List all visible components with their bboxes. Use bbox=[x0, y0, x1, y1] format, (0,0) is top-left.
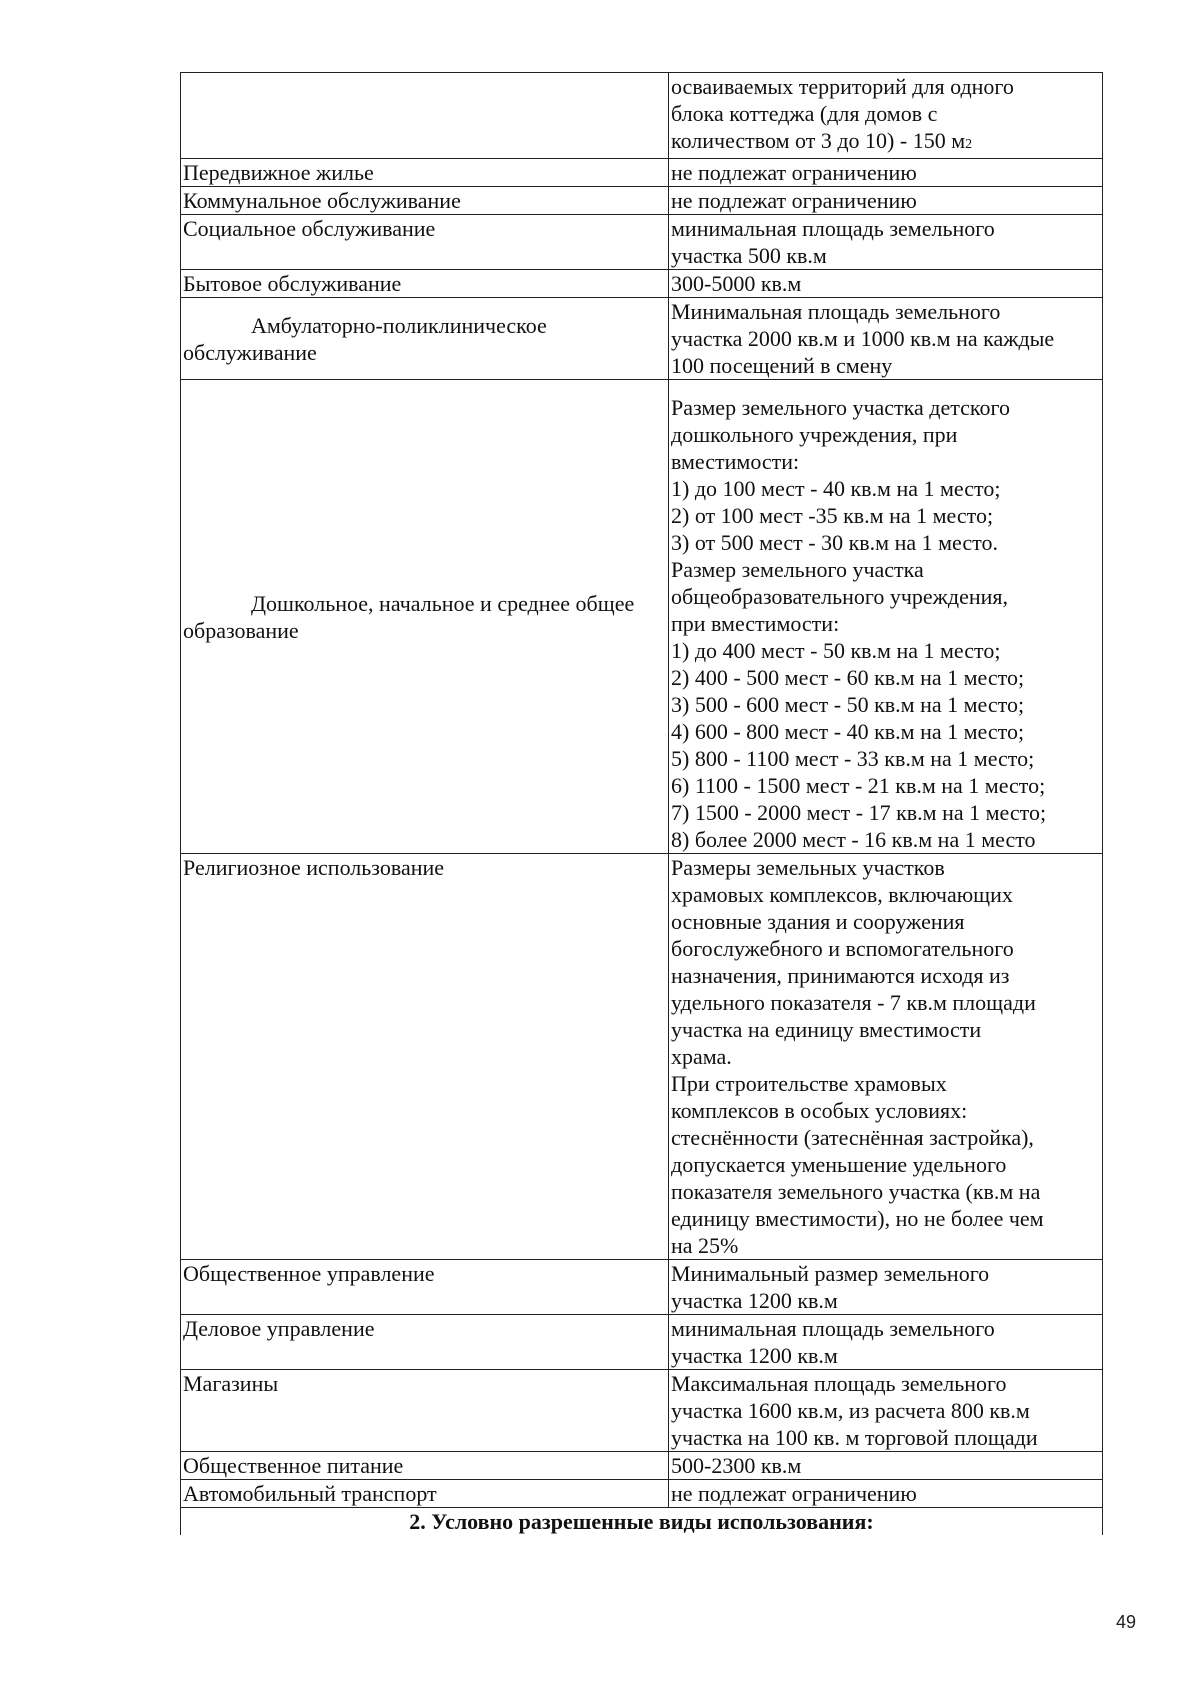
use-type-label: Бытовое обслуживание bbox=[183, 271, 402, 296]
norm-line: храмовых комплексов, включающих bbox=[671, 882, 1013, 907]
use-type-cell bbox=[181, 187, 669, 215]
use-type-cell bbox=[181, 1370, 669, 1452]
norm-line: 7) 1500 - 2000 мест - 17 кв.м на 1 место; bbox=[671, 800, 1047, 825]
norm-cell bbox=[669, 270, 1103, 298]
norm-line: 5) 800 - 1100 мест - 33 кв.м на 1 место; bbox=[671, 746, 1035, 771]
norm-line: 500-2300 кв.м bbox=[671, 1453, 802, 1478]
use-type-cell bbox=[181, 1452, 669, 1480]
table-row bbox=[181, 187, 1103, 215]
norm-line: Максимальная площадь земельного bbox=[671, 1371, 1007, 1396]
norm-line: участка 1200 кв.м bbox=[671, 1288, 838, 1313]
use-type-cell bbox=[181, 159, 669, 187]
use-type-label: Автомобильный транспорт bbox=[183, 1481, 437, 1506]
norm-cell bbox=[669, 159, 1103, 187]
norm-line: храма. bbox=[671, 1044, 732, 1069]
table-row bbox=[181, 270, 1103, 298]
table-row bbox=[181, 854, 1103, 1260]
norm-cell bbox=[669, 1315, 1103, 1370]
table-row bbox=[181, 1260, 1103, 1315]
norm-cell bbox=[669, 1260, 1103, 1315]
norm-line: не подлежат ограничению bbox=[671, 188, 917, 213]
norm-cell bbox=[669, 73, 1103, 159]
use-type-label: Общественное управление bbox=[183, 1261, 435, 1286]
use-type-label: Деловое управление bbox=[183, 1316, 375, 1341]
norm-line: участка 2000 кв.м и 1000 кв.м на каждые bbox=[671, 326, 1055, 351]
norm-line: 3) 500 - 600 мест - 50 кв.м на 1 место; bbox=[671, 692, 1025, 717]
norm-line: минимальная площадь земельного bbox=[671, 216, 995, 241]
norm-line: минимальная площадь земельного bbox=[671, 1316, 995, 1341]
norm-line: назначения, принимаются исходя из bbox=[671, 963, 1010, 988]
use-type-label: Дошкольное, начальное и среднее общее образование bbox=[183, 590, 635, 643]
use-type-label: Коммунальное обслуживание bbox=[183, 188, 461, 213]
land-use-table bbox=[180, 72, 1103, 1535]
norm-line: 2) 400 - 500 мест - 60 кв.м на 1 место; bbox=[671, 665, 1025, 690]
norm-line: не подлежат ограничению bbox=[671, 1481, 917, 1506]
table-row bbox=[181, 1480, 1103, 1508]
unit-superscript: 2 bbox=[965, 137, 973, 152]
norm-line: при вместимости: bbox=[671, 611, 840, 636]
norm-line: 4) 600 - 800 мест - 40 кв.м на 1 место; bbox=[671, 719, 1025, 744]
norm-line: участка 500 кв.м bbox=[671, 243, 827, 268]
norm-cell bbox=[669, 1480, 1103, 1508]
table-row bbox=[181, 1370, 1103, 1452]
norm-line: 6) 1100 - 1500 мест - 21 кв.м на 1 место; bbox=[671, 773, 1046, 798]
norm-line: удельного показателя - 7 кв.м площади bbox=[671, 990, 1036, 1015]
norm-line-with-suffix bbox=[671, 127, 1100, 158]
norm-line: 2) от 100 мест -35 кв.м на 1 место; bbox=[671, 503, 994, 528]
norm-line: Минимальная площадь земельного bbox=[671, 299, 1001, 324]
norm-cell bbox=[669, 215, 1103, 270]
norm-line: стеснённости (затеснённая застройка), bbox=[671, 1125, 1034, 1150]
norm-line: вместимости: bbox=[671, 449, 800, 474]
use-type-label: Социальное обслуживание bbox=[183, 216, 436, 241]
norm-line: общеобразовательного учреждения, bbox=[671, 584, 1009, 609]
norm-line: участка на 100 кв. м торговой площади bbox=[671, 1425, 1038, 1450]
table-row bbox=[181, 1452, 1103, 1480]
use-type-cell bbox=[181, 215, 669, 270]
norm-line: количеством от 3 до 10) - 150 м bbox=[671, 128, 966, 153]
norm-line: дошкольного учреждения, при bbox=[671, 422, 958, 447]
table-row bbox=[181, 1315, 1103, 1370]
table-row bbox=[181, 215, 1103, 270]
norm-line: Минимальный размер земельного bbox=[671, 1261, 990, 1286]
norm-line: осваиваемых территорий для одного bbox=[671, 74, 1014, 99]
norm-line: богослужебного и вспомогательного bbox=[671, 936, 1014, 961]
norm-cell bbox=[669, 380, 1103, 854]
norm-cell bbox=[669, 187, 1103, 215]
norm-line: блока коттеджа (для домов с bbox=[671, 101, 938, 126]
use-type-label: Передвижное жилье bbox=[183, 160, 374, 185]
norm-cell bbox=[669, 854, 1103, 1260]
norm-line: участка 1200 кв.м bbox=[671, 1343, 838, 1368]
table-row bbox=[181, 298, 1103, 380]
norm-line: 3) от 500 мест - 30 кв.м на 1 место. bbox=[671, 530, 998, 555]
use-type-cell bbox=[181, 73, 669, 159]
norm-line: 300-5000 кв.м bbox=[671, 271, 802, 296]
use-type-cell bbox=[181, 1260, 669, 1315]
norm-line: на 25% bbox=[671, 1233, 739, 1258]
norm-line: При строительстве храмовых bbox=[671, 1071, 947, 1096]
table-row bbox=[181, 380, 1103, 854]
norm-line: Размер земельного участка bbox=[671, 557, 924, 582]
use-type-cell bbox=[181, 854, 669, 1260]
use-type-label: Религиозное использование bbox=[183, 855, 445, 880]
norm-cell bbox=[669, 298, 1103, 380]
section-heading: 2. Условно разрешенные виды использования: bbox=[181, 1508, 1103, 1536]
norm-line: основные здания и сооружения bbox=[671, 909, 965, 934]
norm-line: 1) до 400 мест - 50 кв.м на 1 место; bbox=[671, 638, 1001, 663]
norm-line: участка 1600 кв.м, из расчета 800 кв.м bbox=[671, 1398, 1030, 1423]
norm-line: 1) до 100 мест - 40 кв.м на 1 место; bbox=[671, 476, 1001, 501]
page-number: 49 bbox=[1116, 1612, 1137, 1632]
table-body bbox=[181, 73, 1103, 1536]
use-type-cell bbox=[181, 1315, 669, 1370]
norm-line: участка на единицу вместимости bbox=[671, 1017, 982, 1042]
norm-line: комплексов в особых условиях: bbox=[671, 1098, 968, 1123]
norm-line: показателя земельного участка (кв.м на bbox=[671, 1179, 1041, 1204]
norm-line: 8) более 2000 мест - 16 кв.м на 1 место bbox=[671, 827, 1036, 852]
use-type-label: Общественное питание bbox=[183, 1453, 404, 1478]
table-row bbox=[181, 159, 1103, 187]
norm-cell bbox=[669, 1452, 1103, 1480]
section-heading-row bbox=[181, 1508, 1103, 1536]
table-row bbox=[181, 73, 1103, 159]
use-type-cell bbox=[181, 380, 669, 854]
norm-line: допускается уменьшение удельного bbox=[671, 1152, 1007, 1177]
norm-line: 100 посещений в смену bbox=[671, 353, 893, 378]
norm-cell bbox=[669, 1370, 1103, 1452]
use-type-cell bbox=[181, 1480, 669, 1508]
norm-line: Размер земельного участка детского bbox=[671, 395, 1010, 420]
norm-line: не подлежат ограничению bbox=[671, 160, 917, 185]
use-type-label: Амбулаторно-поликлиническое обслуживание bbox=[183, 312, 547, 365]
use-type-cell bbox=[181, 270, 669, 298]
norm-line: Размеры земельных участков bbox=[671, 855, 945, 880]
use-type-label: Магазины bbox=[183, 1371, 279, 1396]
use-type-cell bbox=[181, 298, 669, 380]
norm-line: единицу вместимости), но не более чем bbox=[671, 1206, 1044, 1231]
